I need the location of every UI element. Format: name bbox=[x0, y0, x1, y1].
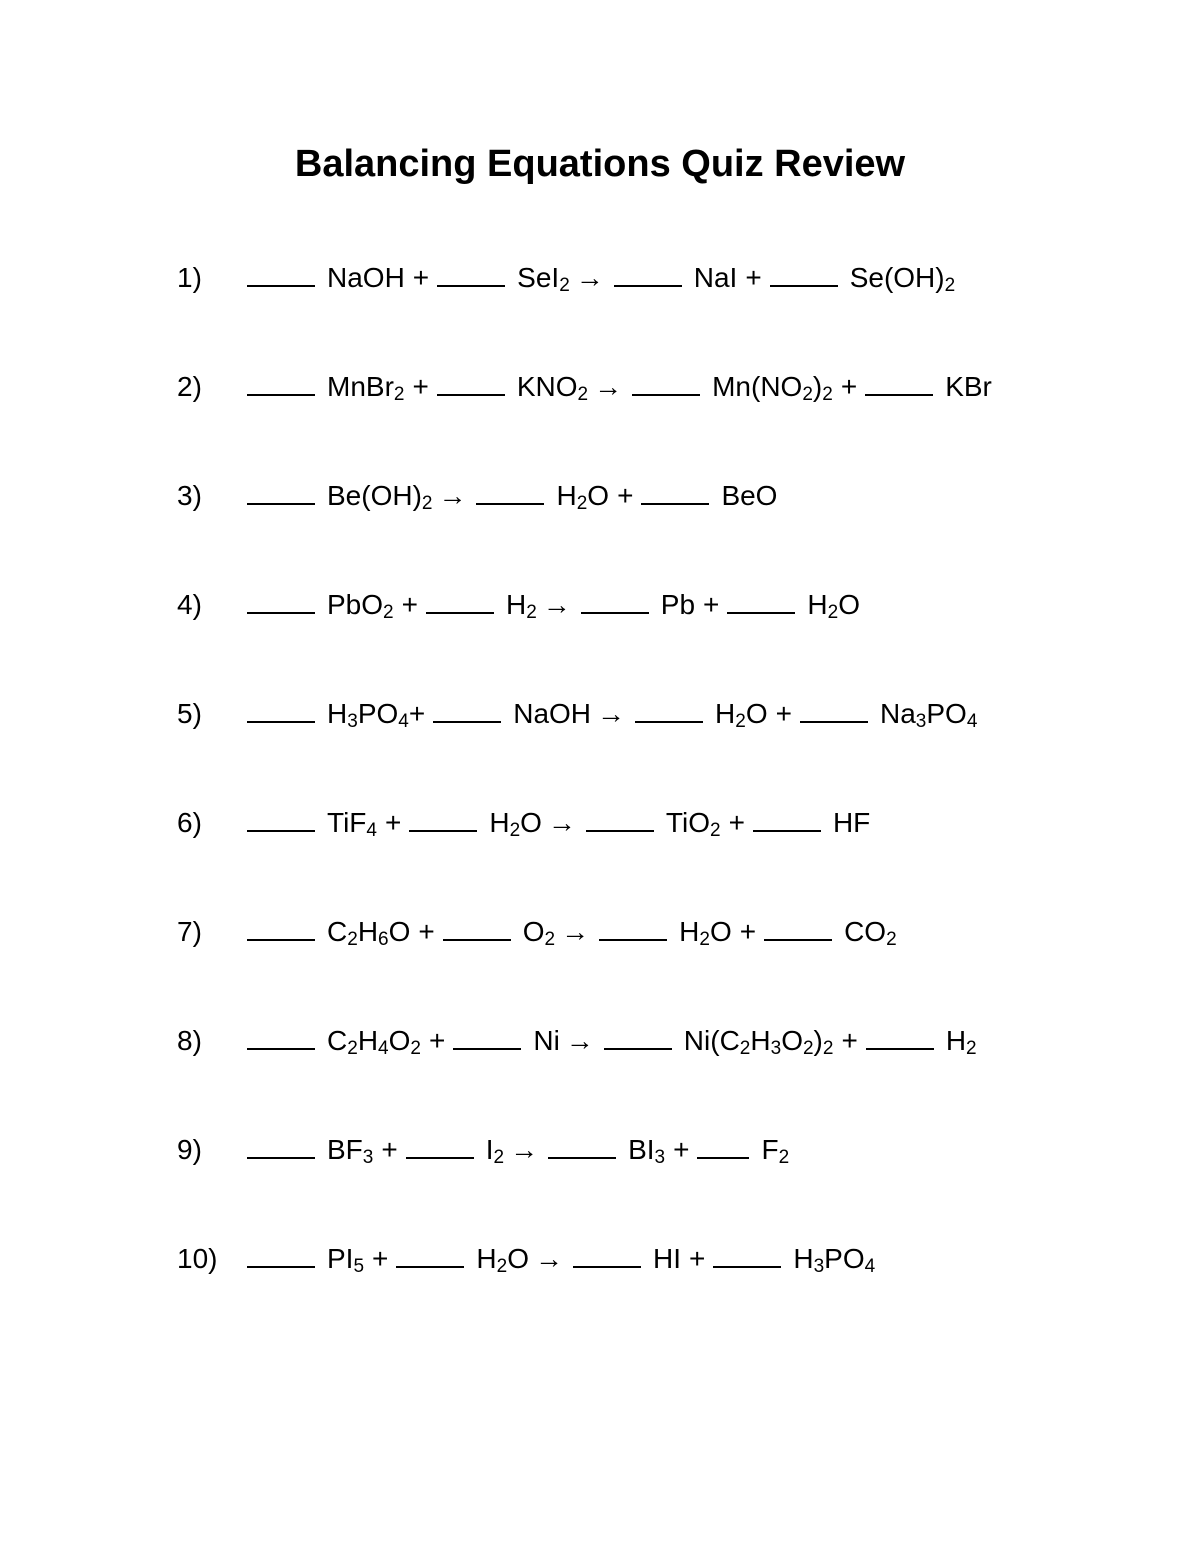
formula-text: Mn(NO bbox=[712, 371, 803, 402]
chemical-formula bbox=[476, 1243, 529, 1277]
problem-number: 3) bbox=[177, 480, 202, 511]
chemical-formula bbox=[945, 1025, 977, 1059]
plus-sign: + bbox=[617, 480, 634, 511]
subscript: 4 bbox=[378, 1038, 389, 1059]
coefficient-blank[interactable] bbox=[697, 1127, 749, 1159]
coefficient-blank[interactable] bbox=[443, 909, 511, 941]
chemical-formula bbox=[653, 1243, 681, 1274]
subscript: 2 bbox=[347, 929, 358, 950]
coefficient-blank[interactable] bbox=[437, 255, 505, 287]
chemical-formula bbox=[945, 371, 992, 402]
formula-text: Be(OH) bbox=[327, 480, 422, 511]
coefficient-blank[interactable] bbox=[641, 473, 709, 505]
subscript: 2 bbox=[699, 929, 710, 950]
problem-number: 8) bbox=[177, 1025, 202, 1056]
chemical-formula bbox=[327, 589, 394, 623]
chemical-formula bbox=[879, 698, 978, 732]
chemical-formula bbox=[715, 698, 768, 732]
coefficient-blank[interactable] bbox=[753, 800, 821, 832]
subscript: 3 bbox=[347, 711, 358, 732]
subscript: 3 bbox=[915, 711, 927, 732]
coefficient-blank[interactable] bbox=[247, 1018, 315, 1050]
subscript: 2 bbox=[739, 1038, 751, 1059]
subscript: 4 bbox=[398, 711, 409, 732]
subscript: 4 bbox=[966, 711, 978, 732]
chemical-formula bbox=[327, 916, 411, 950]
arrow-icon: → bbox=[561, 916, 590, 947]
formula-text: PbO bbox=[327, 589, 384, 620]
subscript: 2 bbox=[822, 384, 833, 405]
formula-text: NaOH bbox=[513, 698, 592, 729]
formula-text: O bbox=[781, 1025, 803, 1056]
formula-text: C bbox=[327, 916, 348, 947]
chemical-formula bbox=[712, 371, 833, 405]
subscript: 2 bbox=[886, 929, 897, 950]
equation bbox=[247, 579, 860, 631]
formula-text: H bbox=[679, 916, 700, 947]
problem-number: 1) bbox=[177, 262, 202, 293]
plus-sign: + bbox=[412, 371, 429, 402]
plus-sign: + bbox=[418, 916, 435, 947]
coefficient-blank[interactable] bbox=[581, 582, 649, 614]
coefficient-blank[interactable] bbox=[247, 255, 315, 287]
coefficient-blank[interactable] bbox=[866, 1018, 934, 1050]
subscript: 2 bbox=[393, 384, 405, 405]
chemical-formula bbox=[694, 262, 738, 293]
formula-text: KBr bbox=[945, 371, 992, 402]
chemical-formula bbox=[522, 916, 556, 950]
chemical-formula bbox=[844, 916, 897, 950]
equation bbox=[247, 1233, 875, 1285]
chemical-formula bbox=[721, 480, 777, 511]
formula-text: Pb bbox=[660, 589, 696, 620]
subscript: 2 bbox=[526, 602, 537, 623]
chemical-formula bbox=[665, 807, 721, 841]
formula-text: NaOH bbox=[327, 262, 405, 293]
chemical-formula bbox=[556, 480, 610, 514]
subscript: 2 bbox=[410, 1038, 421, 1059]
arrow-icon: → bbox=[565, 1025, 594, 1056]
chemical-formula bbox=[679, 916, 732, 950]
coefficient-blank[interactable] bbox=[764, 909, 832, 941]
formula-text: TiO bbox=[665, 807, 710, 838]
formula-text: CO bbox=[844, 916, 887, 947]
formula-text: H bbox=[357, 1025, 379, 1056]
arrow-icon: → bbox=[575, 262, 604, 293]
problem-number: 10) bbox=[177, 1243, 218, 1274]
coefficient-blank[interactable] bbox=[599, 909, 667, 941]
chemical-formula bbox=[327, 480, 433, 514]
problem-number: 4) bbox=[177, 589, 202, 620]
plus-sign: + bbox=[689, 1243, 706, 1274]
plus-sign: + bbox=[841, 1025, 858, 1056]
plus-sign: + bbox=[412, 262, 430, 293]
coefficient-blank[interactable] bbox=[409, 800, 477, 832]
chemical-formula bbox=[327, 371, 405, 405]
arrow-icon: → bbox=[542, 589, 571, 620]
coefficient-blank[interactable] bbox=[548, 1127, 616, 1159]
formula-text: H bbox=[556, 480, 577, 511]
subscript: 2 bbox=[496, 1256, 508, 1277]
equation bbox=[247, 688, 977, 740]
formula-text: H bbox=[476, 1243, 497, 1274]
coefficient-blank[interactable] bbox=[247, 1127, 315, 1159]
formula-text: MnBr bbox=[327, 371, 394, 402]
formula-text: O bbox=[520, 807, 542, 838]
chemical-formula bbox=[807, 589, 860, 623]
coefficient-blank[interactable] bbox=[247, 364, 315, 396]
coefficient-blank[interactable] bbox=[635, 691, 703, 723]
subscript: 4 bbox=[864, 1256, 876, 1277]
arrow-icon: → bbox=[594, 371, 623, 402]
chemical-formula bbox=[327, 1134, 374, 1168]
page-title: Balancing Equations Quiz Review bbox=[294, 143, 906, 185]
formula-text: PO bbox=[824, 1243, 865, 1274]
equation bbox=[247, 906, 897, 958]
plus-sign: + bbox=[840, 371, 858, 402]
chemical-formula bbox=[517, 262, 570, 296]
arrow-icon: → bbox=[438, 480, 467, 511]
formula-text: I bbox=[485, 1134, 494, 1165]
formula-text: SeI bbox=[517, 262, 560, 293]
coefficient-blank[interactable] bbox=[713, 1236, 781, 1268]
formula-text: PI bbox=[327, 1243, 354, 1274]
formula-text: BF bbox=[327, 1134, 363, 1165]
formula-text: H bbox=[489, 807, 510, 838]
chemical-formula bbox=[793, 1243, 876, 1277]
formula-text: HF bbox=[832, 807, 871, 838]
formula-text: PO bbox=[357, 698, 399, 729]
chemical-formula bbox=[327, 1025, 421, 1059]
formula-text: H bbox=[505, 589, 527, 620]
formula-text: HI bbox=[653, 1243, 681, 1274]
chemical-formula bbox=[505, 589, 537, 623]
equation bbox=[247, 470, 777, 522]
chemical-formula bbox=[489, 807, 542, 841]
coefficient-blank[interactable] bbox=[396, 1236, 464, 1268]
coefficient-blank[interactable] bbox=[406, 1127, 474, 1159]
plus-sign: + bbox=[408, 698, 426, 729]
subscript: 2 bbox=[347, 1038, 358, 1059]
coefficient-blank[interactable] bbox=[433, 691, 501, 723]
subscript: 2 bbox=[966, 1038, 977, 1059]
coefficient-blank[interactable] bbox=[247, 909, 315, 941]
coefficient-blank[interactable] bbox=[573, 1236, 641, 1268]
subscript: 3 bbox=[770, 1038, 782, 1059]
chemical-formula bbox=[683, 1025, 834, 1059]
coefficient-blank[interactable] bbox=[586, 800, 654, 832]
equation bbox=[247, 1124, 789, 1176]
plus-sign: + bbox=[775, 698, 792, 729]
subscript: 2 bbox=[710, 820, 721, 841]
coefficient-blank[interactable] bbox=[247, 582, 315, 614]
chemical-formula bbox=[833, 807, 870, 838]
chemical-formula bbox=[628, 1134, 666, 1168]
subscript: 2 bbox=[544, 929, 556, 950]
formula-text: BeO bbox=[721, 480, 778, 511]
plus-sign: + bbox=[384, 807, 402, 838]
formula-text: F bbox=[761, 1134, 779, 1165]
subscript: 2 bbox=[802, 384, 813, 405]
formula-text: H bbox=[357, 916, 379, 947]
plus-sign: + bbox=[739, 916, 757, 947]
subscript: 2 bbox=[421, 493, 433, 514]
formula-text: O bbox=[587, 480, 610, 511]
formula-text: NaI bbox=[693, 262, 738, 293]
formula-text: Ni bbox=[533, 1025, 560, 1056]
formula-text: ) bbox=[813, 1025, 823, 1056]
plus-sign: + bbox=[703, 589, 720, 620]
formula-text: PO bbox=[926, 698, 967, 729]
equation bbox=[247, 1015, 977, 1067]
formula-text: H bbox=[945, 1025, 967, 1056]
subscript: 5 bbox=[353, 1256, 365, 1277]
formula-text: H bbox=[807, 589, 828, 620]
subscript: 2 bbox=[778, 1147, 790, 1168]
formula-text: Na bbox=[879, 698, 916, 729]
equation bbox=[247, 797, 870, 849]
equation bbox=[247, 361, 992, 413]
formula-text: O bbox=[709, 916, 732, 947]
arrow-icon: → bbox=[597, 698, 626, 729]
subscript: 4 bbox=[366, 820, 377, 841]
plus-sign: + bbox=[372, 1243, 389, 1274]
plus-sign: + bbox=[745, 262, 762, 293]
problem-number: 6) bbox=[177, 807, 202, 838]
plus-sign: + bbox=[673, 1134, 690, 1165]
chemical-formula bbox=[513, 698, 591, 729]
coefficient-blank[interactable] bbox=[604, 1018, 672, 1050]
subscript: 2 bbox=[576, 493, 588, 514]
coefficient-blank[interactable] bbox=[614, 255, 682, 287]
coefficient-blank[interactable] bbox=[770, 255, 838, 287]
coefficient-blank[interactable] bbox=[727, 582, 795, 614]
plus-sign: + bbox=[428, 1025, 446, 1056]
coefficient-blank[interactable] bbox=[865, 364, 933, 396]
subscript: 2 bbox=[509, 820, 521, 841]
chemical-formula bbox=[761, 1134, 790, 1168]
formula-text: H bbox=[715, 698, 736, 729]
subscript: 2 bbox=[827, 602, 839, 623]
chemical-formula bbox=[327, 1243, 365, 1277]
formula-text: H bbox=[793, 1243, 814, 1274]
coefficient-blank[interactable] bbox=[426, 582, 494, 614]
coefficient-blank[interactable] bbox=[800, 691, 868, 723]
subscript: 3 bbox=[362, 1147, 374, 1168]
coefficient-blank[interactable] bbox=[476, 473, 544, 505]
formula-text: BI bbox=[628, 1134, 655, 1165]
formula-text: H bbox=[750, 1025, 771, 1056]
chemical-formula bbox=[327, 807, 377, 841]
subscript: 2 bbox=[802, 1038, 814, 1059]
coefficient-blank[interactable] bbox=[247, 473, 315, 505]
formula-text: KNO bbox=[516, 371, 578, 402]
subscript: 2 bbox=[735, 711, 746, 732]
formula-text: C bbox=[327, 1025, 348, 1056]
subscript: 3 bbox=[813, 1256, 825, 1277]
arrow-icon: → bbox=[547, 807, 576, 838]
chemical-formula bbox=[533, 1025, 559, 1056]
subscript: 2 bbox=[577, 384, 589, 405]
formula-text: ) bbox=[812, 371, 823, 402]
coefficient-blank[interactable] bbox=[453, 1018, 521, 1050]
formula-text: O bbox=[388, 1025, 411, 1056]
coefficient-blank[interactable] bbox=[247, 1236, 315, 1268]
chemical-formula bbox=[849, 262, 956, 296]
subscript: 6 bbox=[378, 929, 389, 950]
plus-sign: + bbox=[401, 589, 418, 620]
chemical-formula bbox=[327, 698, 409, 732]
problem-number: 7) bbox=[177, 916, 202, 947]
formula-text: O bbox=[507, 1243, 529, 1274]
formula-text: O bbox=[838, 589, 860, 620]
coefficient-blank[interactable] bbox=[247, 691, 315, 723]
subscript: 3 bbox=[654, 1147, 666, 1168]
formula-text: TiF bbox=[327, 807, 367, 838]
problem-number: 5) bbox=[177, 698, 202, 729]
subscript: 2 bbox=[493, 1147, 505, 1168]
formula-text: O bbox=[745, 698, 768, 729]
arrow-icon: → bbox=[510, 1134, 539, 1165]
plus-sign: + bbox=[381, 1134, 398, 1165]
subscript: 2 bbox=[822, 1038, 834, 1059]
arrow-icon: → bbox=[535, 1243, 563, 1274]
problem-number: 9) bbox=[177, 1134, 202, 1165]
subscript: 2 bbox=[944, 275, 956, 296]
coefficient-blank[interactable] bbox=[632, 364, 700, 396]
formula-text: Ni(C bbox=[683, 1025, 740, 1056]
subscript: 2 bbox=[383, 602, 394, 623]
chemical-formula bbox=[327, 262, 405, 293]
formula-text: O bbox=[522, 916, 545, 947]
chemical-formula bbox=[516, 371, 589, 405]
formula-text: H bbox=[327, 698, 348, 729]
chemical-formula bbox=[661, 589, 695, 620]
subscript: 2 bbox=[559, 275, 570, 296]
coefficient-blank[interactable] bbox=[437, 364, 505, 396]
formula-text: O bbox=[388, 916, 411, 947]
plus-sign: + bbox=[728, 807, 745, 838]
formula-text: Se(OH) bbox=[849, 262, 945, 293]
coefficient-blank[interactable] bbox=[247, 800, 315, 832]
chemical-formula bbox=[485, 1134, 505, 1168]
equation bbox=[247, 252, 955, 304]
problem-number: 2) bbox=[177, 371, 202, 402]
